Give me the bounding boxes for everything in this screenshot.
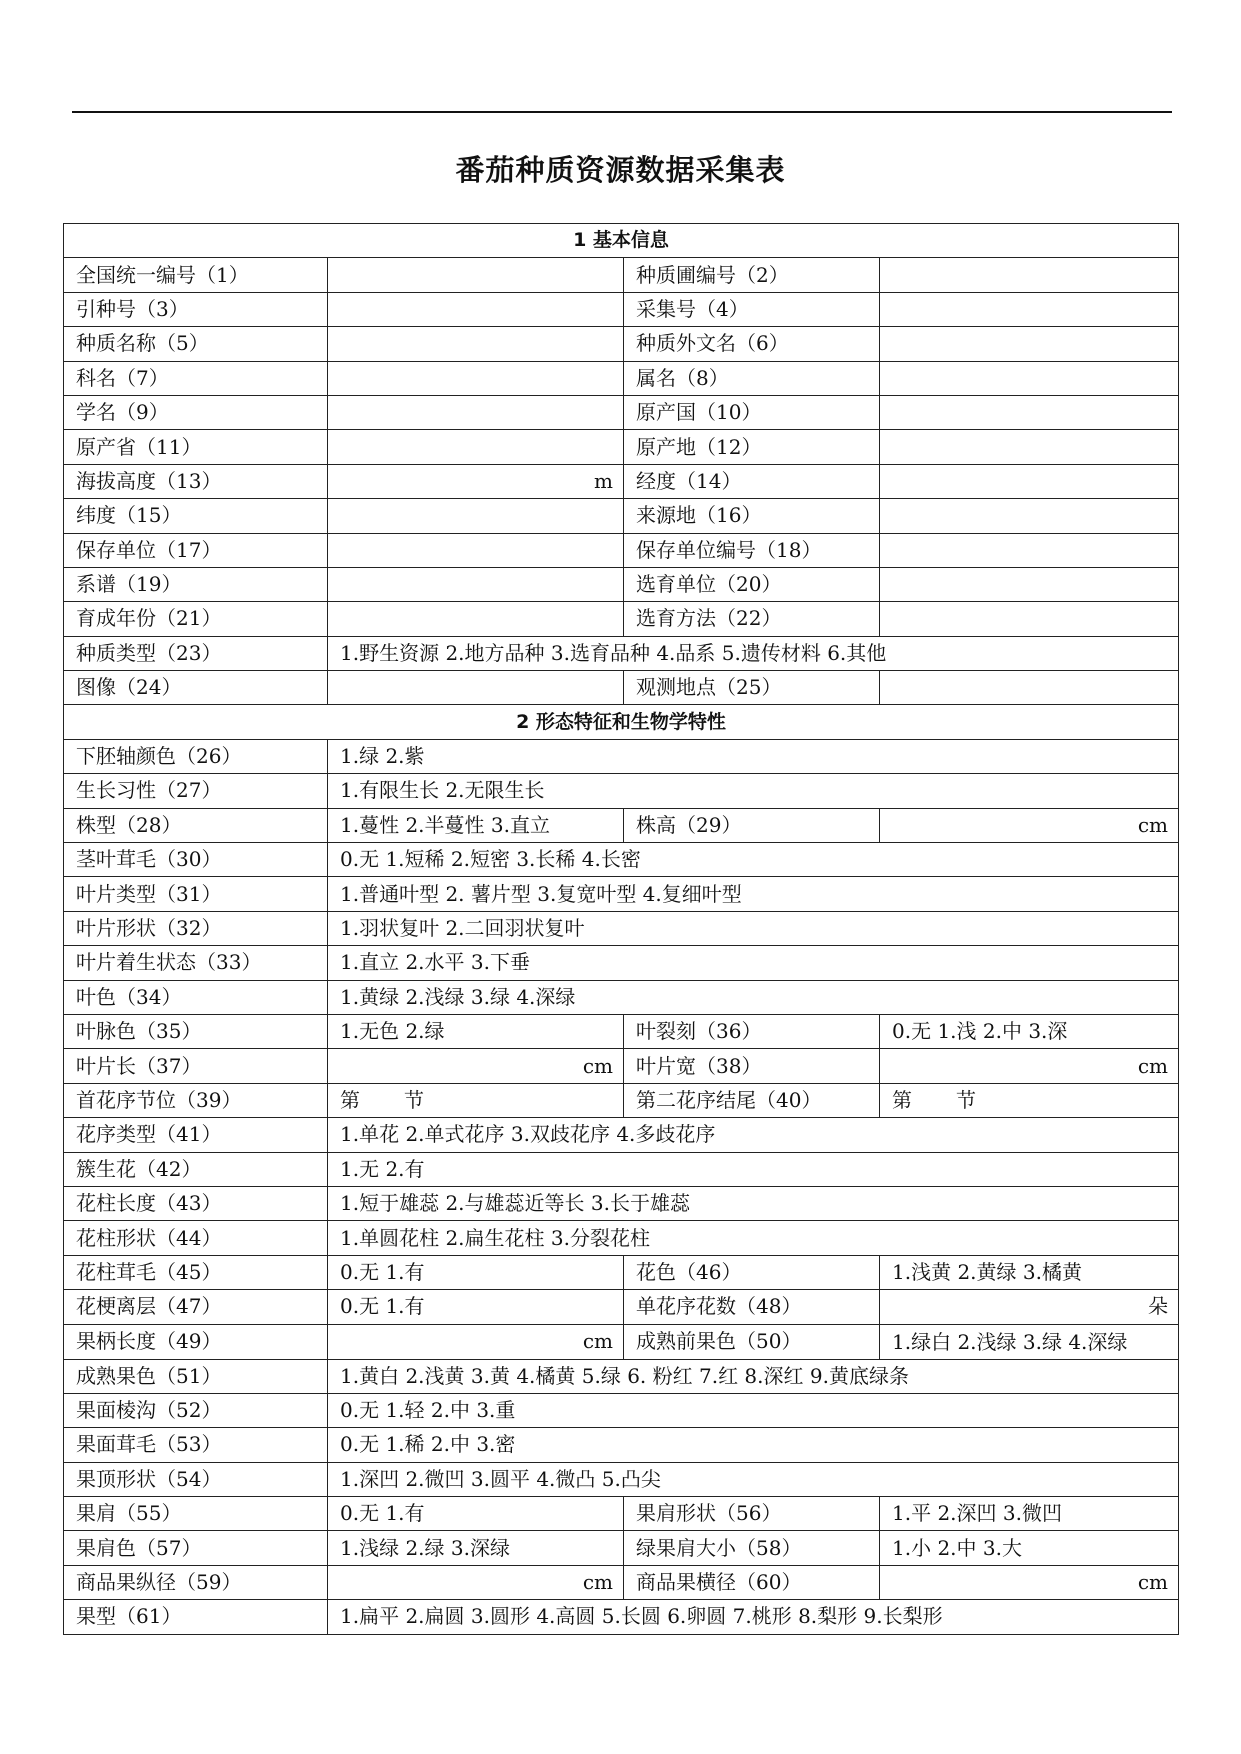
field-label: 原产省（11）: [64, 430, 328, 464]
leaf-length-value[interactable]: [328, 1049, 624, 1083]
table-row: [64, 1186, 1179, 1220]
table-row: [64, 774, 1179, 808]
field-label: 来源地（16）: [624, 499, 880, 533]
field-label: 海拔高度（13）: [64, 464, 328, 498]
section-basic-info: 1 基本信息: [64, 224, 1179, 258]
field-options[interactable]: 0.无 1.浅 2.中 3.深: [880, 1014, 1179, 1048]
field-value[interactable]: [880, 395, 1179, 429]
field-value[interactable]: [880, 671, 1179, 705]
field-label: 商品果纵径（59）: [64, 1565, 328, 1599]
field-options[interactable]: 0.无 1.有: [328, 1290, 624, 1324]
field-options[interactable]: 1.普通叶型 2. 薯片型 3.复宽叶型 4.复细叶型: [328, 877, 1179, 911]
field-label: 果肩色（57）: [64, 1531, 328, 1565]
field-label: 保存单位编号（18）: [624, 533, 880, 567]
table-row: [64, 1497, 1179, 1531]
field-label: 观测地点（25）: [624, 671, 880, 705]
table-row: [64, 1324, 1179, 1359]
field-value[interactable]: [328, 292, 624, 326]
table-row: [64, 1083, 1179, 1117]
table-row: [64, 602, 1179, 636]
field-label: 果顶形状（54）: [64, 1462, 328, 1496]
field-value[interactable]: [328, 567, 624, 601]
field-label: 花柱长度（43）: [64, 1186, 328, 1220]
field-label: 果面茸毛（53）: [64, 1428, 328, 1462]
table-row: [64, 1014, 1179, 1048]
unit-label: cm: [582, 1570, 613, 1595]
table-row: [64, 499, 1179, 533]
table-row: [64, 430, 1179, 464]
field-label: 生长习性（27）: [64, 774, 328, 808]
unit-label: m: [594, 468, 613, 493]
table-row: [64, 1565, 1179, 1599]
field-options[interactable]: 1.单花 2.单式花序 3.双歧花序 4.多歧花序: [328, 1118, 1179, 1152]
field-label: 保存单位（17）: [64, 533, 328, 567]
field-label: 种质圃编号（2）: [624, 258, 880, 292]
field-label: 花梗离层（47）: [64, 1290, 328, 1324]
field-value[interactable]: [328, 361, 624, 395]
field-label: 果柄长度（49）: [64, 1324, 328, 1359]
table-row: [64, 464, 1179, 498]
field-label: 图像（24）: [64, 671, 328, 705]
fruit-width-value[interactable]: [880, 1565, 1179, 1599]
field-label: 簇生花（42）: [64, 1152, 328, 1186]
field-label: 果肩形状（56）: [624, 1497, 880, 1531]
field-options[interactable]: 1.浅绿 2.绿 3.深绿: [328, 1531, 624, 1565]
field-label: 叶片形状（32）: [64, 911, 328, 945]
field-options[interactable]: 1.蔓性 2.半蔓性 3.直立: [328, 808, 624, 842]
field-label: 单花序花数（48）: [624, 1290, 880, 1324]
field-label: 系谱（19）: [64, 567, 328, 601]
field-value[interactable]: [880, 464, 1179, 498]
field-label: 商品果横径（60）: [624, 1565, 880, 1599]
node-prefix: 第: [892, 1087, 912, 1112]
table-row: [64, 361, 1179, 395]
field-label: 引种号（3）: [64, 292, 328, 326]
field-value[interactable]: [880, 602, 1179, 636]
field-options[interactable]: 1.绿白 2.浅绿 3.绿 4.深绿: [880, 1324, 1179, 1359]
field-label: 花柱形状（44）: [64, 1221, 328, 1255]
table-row: [64, 567, 1179, 601]
field-label: 第二花序结尾（40）: [624, 1083, 880, 1117]
field-options[interactable]: 0.无 1.轻 2.中 3.重: [328, 1393, 1179, 1427]
field-value[interactable]: [880, 499, 1179, 533]
table-row: [64, 1462, 1179, 1496]
field-label: 果肩（55）: [64, 1497, 328, 1531]
table-row: [64, 1152, 1179, 1186]
field-options[interactable]: 1.扁平 2.扁圆 3.圆形 4.高圆 5.长圆 6.卵圆 7.桃形 8.梨形 9.长梨形: [328, 1600, 1179, 1634]
fruit-length-value[interactable]: [328, 1565, 624, 1599]
table-row: [64, 739, 1179, 773]
field-label: 绿果肩大小（58）: [624, 1531, 880, 1565]
unit-label: cm: [1137, 812, 1169, 837]
field-value[interactable]: [880, 430, 1179, 464]
field-options[interactable]: 1.直立 2.水平 3.下垂: [328, 946, 1179, 980]
document-title: 番茄种质资源数据采集表: [455, 153, 786, 187]
field-label: 株型（28）: [64, 808, 328, 842]
table-row: [64, 1290, 1179, 1324]
first-inflorescence-node[interactable]: [328, 1083, 624, 1117]
field-label: 科名（7）: [64, 361, 328, 395]
flowers-per-inflorescence-value[interactable]: [880, 1290, 1179, 1324]
table-row: [64, 1359, 1179, 1393]
second-inflorescence-node[interactable]: [880, 1083, 1179, 1117]
field-options[interactable]: 1.平 2.深凹 3.微凹: [880, 1497, 1179, 1531]
header-rule: [72, 111, 1172, 113]
table-row: [64, 1255, 1179, 1289]
table-row: [64, 258, 1179, 292]
table-row: [64, 980, 1179, 1014]
table-row: [64, 395, 1179, 429]
field-label: 经度（14）: [624, 464, 880, 498]
field-value[interactable]: [880, 361, 1179, 395]
field-value[interactable]: [328, 499, 624, 533]
field-options[interactable]: 1.单圆花柱 2.扁生花柱 3.分裂花柱: [328, 1221, 1179, 1255]
table-row: [64, 1118, 1179, 1152]
field-options[interactable]: 0.无 1.稀 2.中 3.密: [328, 1428, 1179, 1462]
field-value[interactable]: [328, 430, 624, 464]
unit-label: cm: [582, 1053, 613, 1078]
field-label: 叶色（34）: [64, 980, 328, 1014]
field-options[interactable]: 1.无色 2.绿: [328, 1014, 624, 1048]
field-label: 叶片类型（31）: [64, 877, 328, 911]
table-row: [64, 1393, 1179, 1427]
field-label: 种质名称（5）: [64, 327, 328, 361]
field-value[interactable]: [880, 327, 1179, 361]
field-value[interactable]: [328, 327, 624, 361]
field-options[interactable]: 1.有限生长 2.无限生长: [328, 774, 1179, 808]
unit-label: cm: [582, 1328, 613, 1353]
field-options[interactable]: 1.黄绿 2.浅绿 3.绿 4.深绿: [328, 980, 1179, 1014]
field-value[interactable]: [328, 258, 624, 292]
field-label: 叶脉色（35）: [64, 1014, 328, 1048]
table-row: [64, 292, 1179, 326]
table-row: [64, 808, 1179, 842]
table-row: [64, 327, 1179, 361]
pedicel-length-value[interactable]: [328, 1324, 624, 1359]
table-row: [64, 1600, 1179, 1634]
field-label: 叶片着生状态（33）: [64, 946, 328, 980]
unit-label: cm: [1137, 1570, 1169, 1595]
field-label: 学名（9）: [64, 395, 328, 429]
data-collection-form: [63, 223, 1179, 1635]
field-label: 全国统一编号（1）: [64, 258, 328, 292]
field-options[interactable]: 1.深凹 2.微凹 3.圆平 4.微凸 5.凸尖: [328, 1462, 1179, 1496]
table-row: [64, 636, 1179, 670]
node-suffix: 节: [404, 1087, 424, 1112]
plant-height-value[interactable]: [880, 808, 1179, 842]
section-morphology: 2 形态特征和生物学特性: [64, 705, 1179, 739]
field-label: 成熟果色（51）: [64, 1359, 328, 1393]
field-value[interactable]: [880, 567, 1179, 601]
field-options[interactable]: 0.无 1.有: [328, 1255, 624, 1289]
node-suffix: 节: [956, 1087, 976, 1112]
field-label: 果型（61）: [64, 1600, 328, 1634]
field-label: 原产国（10）: [624, 395, 880, 429]
table-row: [64, 671, 1179, 705]
field-label: 纬度（15）: [64, 499, 328, 533]
table-row: [64, 1221, 1179, 1255]
field-label: 采集号（4）: [624, 292, 880, 326]
field-options[interactable]: 0.无 1.有: [328, 1497, 624, 1531]
field-label: 花色（46）: [624, 1255, 880, 1289]
table-row: [64, 1428, 1179, 1462]
field-label: 属名（8）: [624, 361, 880, 395]
field-label: 种质类型（23）: [64, 636, 328, 670]
field-options[interactable]: 1.短于雄蕊 2.与雄蕊近等长 3.长于雄蕊: [328, 1186, 1179, 1220]
field-options[interactable]: 1.绿 2.紫: [328, 739, 1179, 773]
field-label: 首花序节位（39）: [64, 1083, 328, 1117]
field-value[interactable]: [880, 533, 1179, 567]
field-options[interactable]: 1.黄白 2.浅黄 3.黄 4.橘黄 5.绿 6. 粉红 7.红 8.深红 9.黄底绿条: [328, 1359, 1179, 1393]
field-label: 花序类型（41）: [64, 1118, 328, 1152]
field-label: 育成年份（21）: [64, 602, 328, 636]
node-prefix: 第: [340, 1087, 360, 1112]
field-options[interactable]: 1.小 2.中 3.大: [880, 1531, 1179, 1565]
field-options[interactable]: 1.野生资源 2.地方品种 3.选育品种 4.品系 5.遗传材料 6.其他: [328, 636, 1179, 670]
unit-label: cm: [1137, 1053, 1169, 1078]
field-label: 果面棱沟（52）: [64, 1393, 328, 1427]
field-options[interactable]: 1.浅黄 2.黄绿 3.橘黄: [880, 1255, 1179, 1289]
field-options[interactable]: 0.无 1.短稀 2.短密 3.长稀 4.长密: [328, 843, 1179, 877]
leaf-width-value[interactable]: [880, 1049, 1179, 1083]
field-label: 花柱茸毛（45）: [64, 1255, 328, 1289]
field-options[interactable]: 1.羽状复叶 2.二回羽状复叶: [328, 911, 1179, 945]
table-row: [64, 877, 1179, 911]
field-label: 叶片长（37）: [64, 1049, 328, 1083]
field-label: 叶片宽（38）: [624, 1049, 880, 1083]
table-row: [64, 1049, 1179, 1083]
field-label: 成熟前果色（50）: [624, 1324, 880, 1359]
table-row: [64, 843, 1179, 877]
field-label: 叶裂刻（36）: [624, 1014, 880, 1048]
field-label: 选育方法（22）: [624, 602, 880, 636]
field-label: 下胚轴颜色（26）: [64, 739, 328, 773]
field-label: 株高（29）: [624, 808, 880, 842]
field-value[interactable]: [880, 258, 1179, 292]
field-value[interactable]: [328, 602, 624, 636]
field-label: 种质外文名（6）: [624, 327, 880, 361]
field-label: 茎叶茸毛（30）: [64, 843, 328, 877]
table-row: [64, 946, 1179, 980]
field-value[interactable]: [880, 292, 1179, 326]
field-value[interactable]: [328, 395, 624, 429]
table-row: [64, 1531, 1179, 1565]
field-value[interactable]: [328, 671, 624, 705]
field-label: 选育单位（20）: [624, 567, 880, 601]
table-row: [64, 911, 1179, 945]
field-value[interactable]: [328, 533, 624, 567]
field-options[interactable]: 1.无 2.有: [328, 1152, 1179, 1186]
field-label: 原产地（12）: [624, 430, 880, 464]
table-row: [64, 533, 1179, 567]
unit-label: 朵: [1148, 1294, 1169, 1319]
altitude-value[interactable]: [328, 464, 624, 498]
